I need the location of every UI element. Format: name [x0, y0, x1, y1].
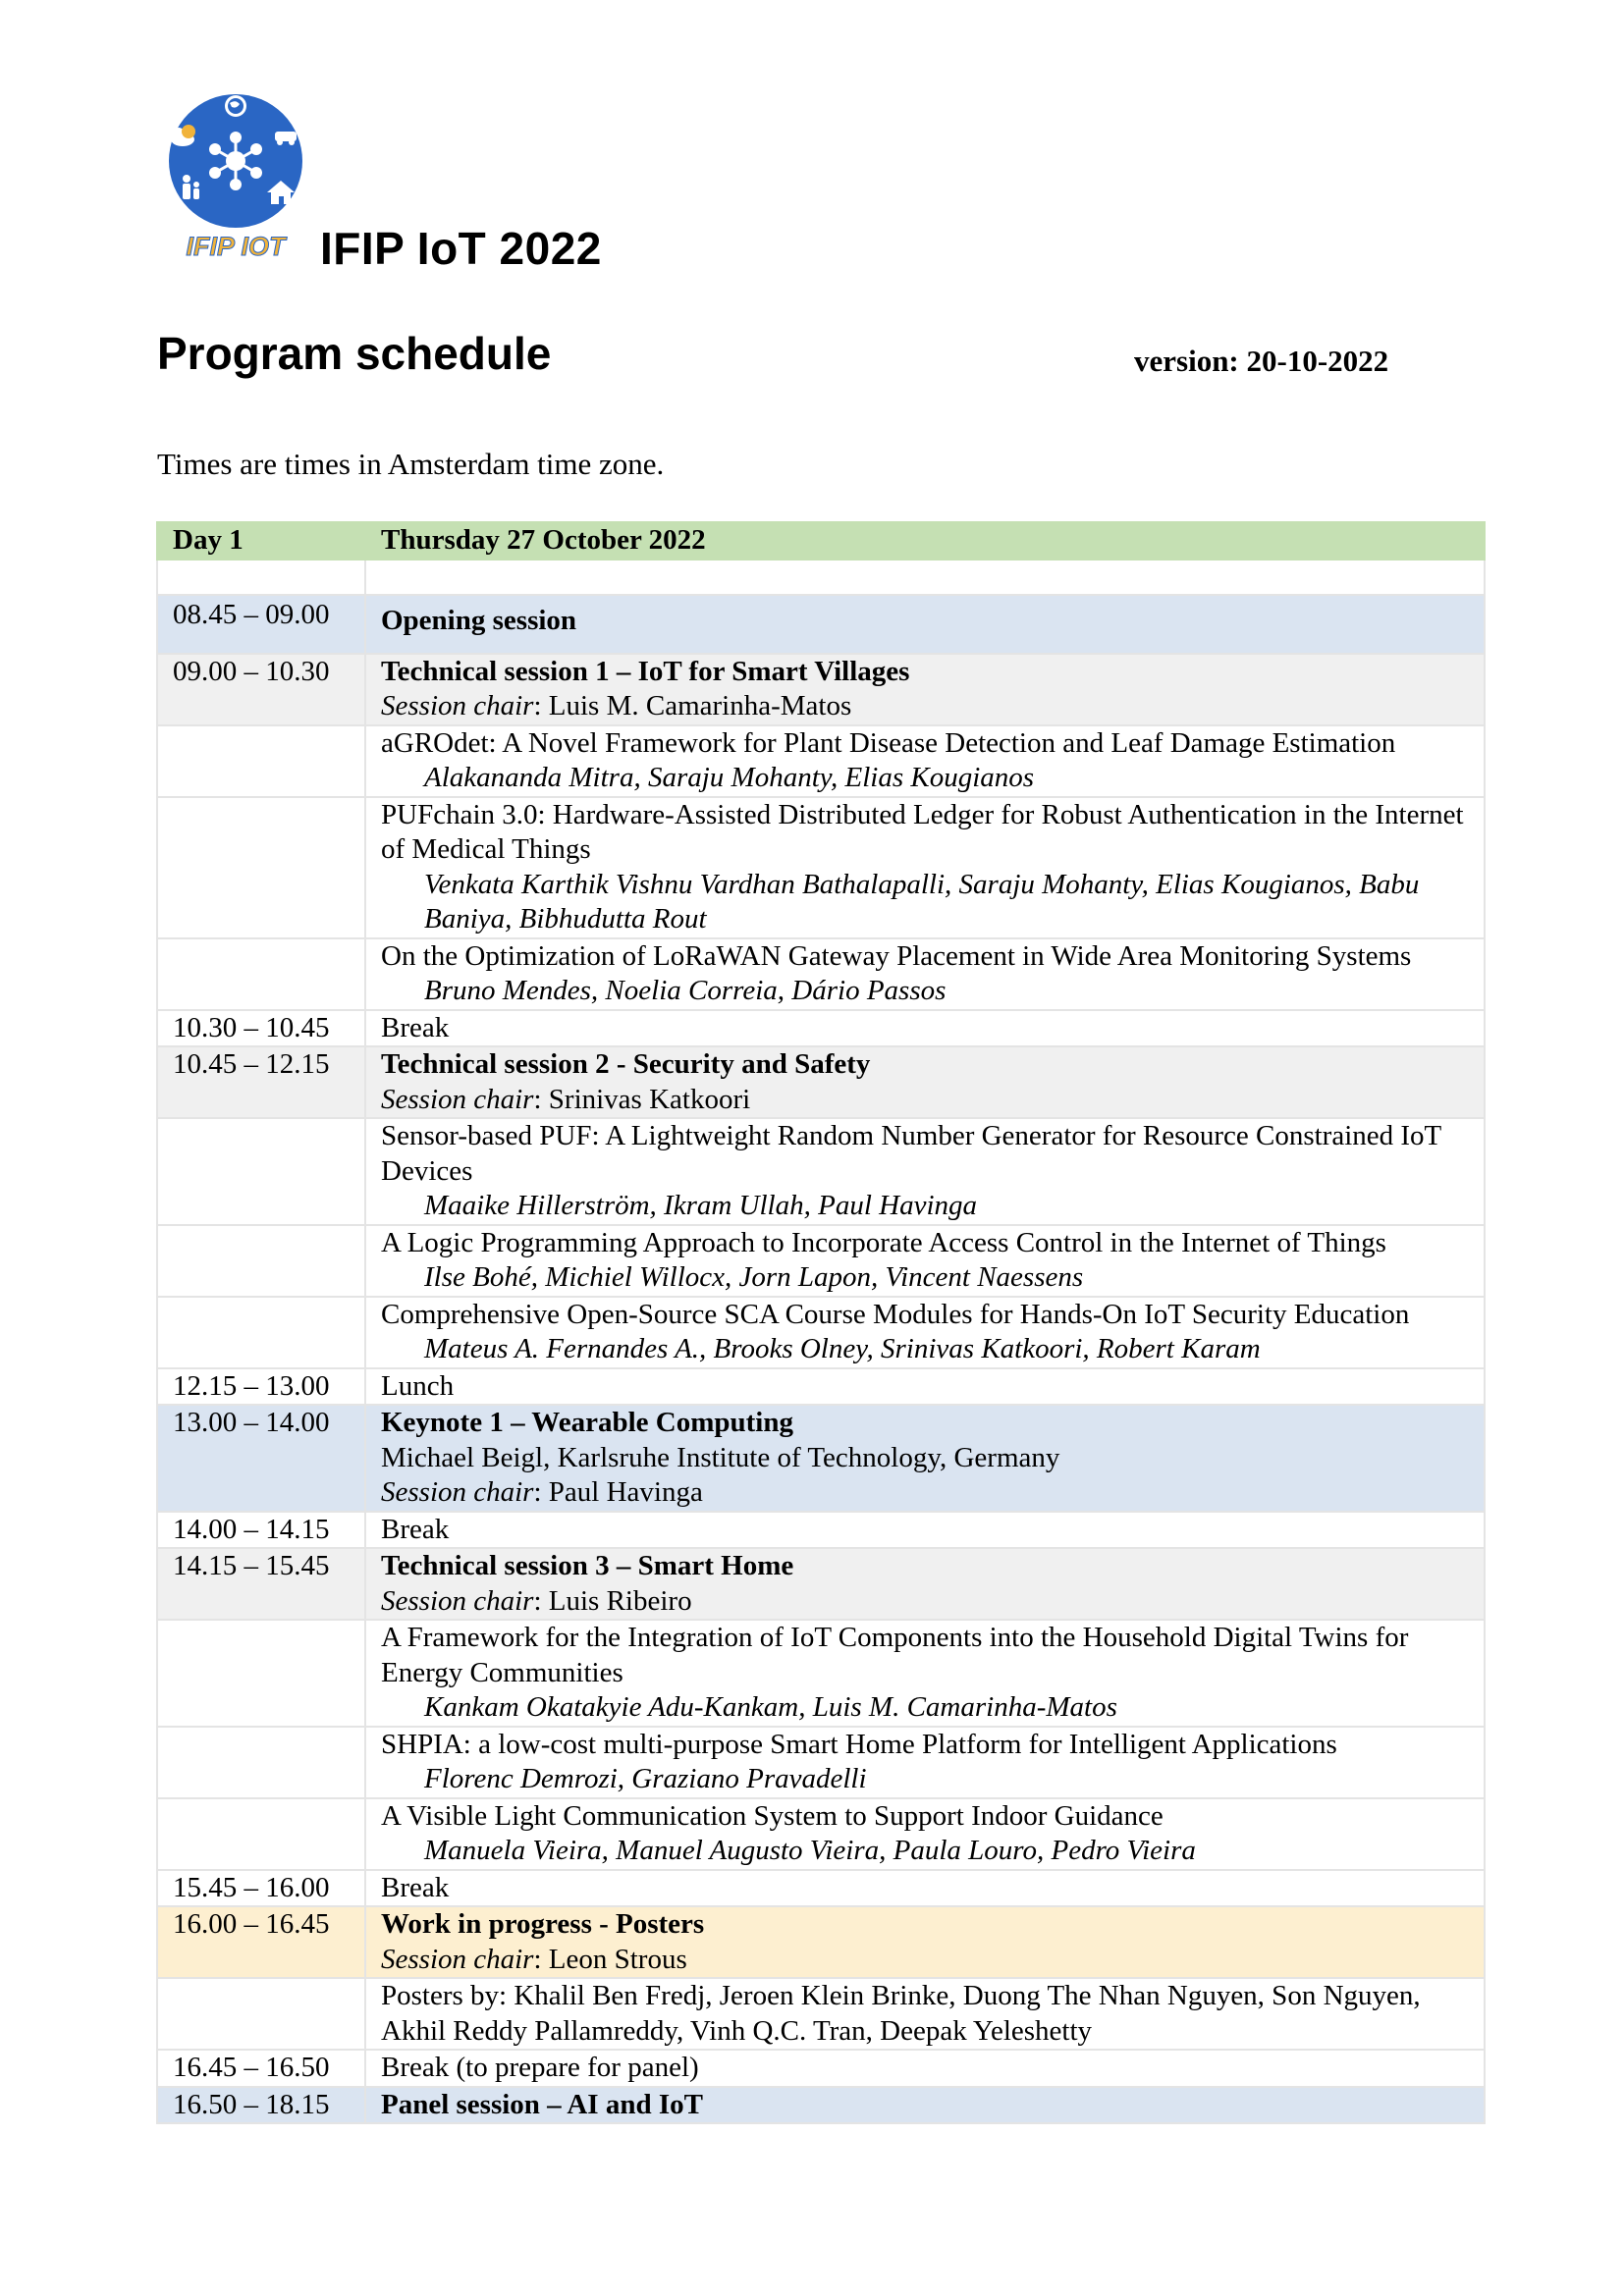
session-title: Opening session [381, 604, 577, 636]
time-cell: 16.00 – 16.45 [157, 1906, 365, 1978]
posters-list: Posters by: Khalil Ben Fredj, Jeroen Klein Brinke, Duong The Nhan Nguyen, Son Nguyen, Akhil Reddy Pallamreddy, Vinh Q.C. Tran, Deepak Yeleshetty [365, 1978, 1485, 2050]
time-cell: 13.00 – 14.00 [157, 1405, 365, 1512]
paper-authors: Florenc Demrozi, Graziano Pravadelli [424, 1763, 867, 1794]
paper-title: Sensor-based PUF: A Lightweight Random Number Generator for Resource Constrained IoT Devices [381, 1120, 1441, 1187]
chair-label: Session chair [381, 690, 534, 721]
session-title: Work in progress - Posters [381, 1908, 705, 1940]
session-title: Technical session 2 - Security and Safety [381, 1048, 871, 1080]
spacer-row [157, 560, 1485, 595]
paper-title: SHPIA: a low-cost multi-purpose Smart Home Platform for Intelligent Applications [381, 1728, 1337, 1760]
paper-title: A Framework for the Integration of IoT Components into the Household Digital Twins for Energy Communities [381, 1622, 1409, 1688]
chair-name: Srinivas Katkoori [548, 1083, 751, 1115]
time-cell: 12.15 – 13.00 [157, 1368, 365, 1406]
time-cell: 15.45 – 16.00 [157, 1870, 365, 1907]
time-cell: 10.30 – 10.45 [157, 1010, 365, 1047]
paper-row [157, 1978, 1485, 2050]
session-row: 14.15 – 15.45 Technical session 3 – Smart Home Session chair: Luis Ribeiro [157, 1548, 1485, 1620]
version-label: version: 20-10-2022 [1134, 344, 1389, 378]
break-text: Break (to prepare for panel) [365, 2050, 1485, 2087]
time-cell: 16.50 – 18.15 [157, 2087, 365, 2124]
break-text: Break [365, 1512, 1485, 1549]
paper-title: aGROdet: A Novel Framework for Plant Disease Detection and Leaf Damage Estimation [381, 726, 1396, 759]
paper-title: PUFchain 3.0: Hardware-Assisted Distributed Ledger for Robust Authentication in the Internet of Medical Things [381, 798, 1464, 865]
session-title: Technical session 1 – IoT for Smart Villages [381, 655, 910, 687]
chair-label: Session chair [381, 1584, 534, 1617]
chair-label: Session chair [381, 1943, 534, 1975]
time-cell: 08.45 – 09.00 [157, 595, 365, 654]
chair-name: Leon Strous [548, 1943, 687, 1975]
paper-row [157, 1620, 1485, 1727]
time-cell: 10.45 – 12.15 [157, 1046, 365, 1118]
time-cell: 16.45 – 16.50 [157, 2050, 365, 2087]
session-row: 16.00 – 16.45 Work in progress - Posters Session chair: Leon Strous [157, 1906, 1485, 1978]
day-header-row [157, 522, 1485, 560]
break-row [157, 1368, 1485, 1406]
break-text: Break [365, 1010, 1485, 1047]
break-text: Break [365, 1870, 1485, 1907]
paper-row [157, 1727, 1485, 1798]
paper-title: A Logic Programming Approach to Incorporate Access Control in the Internet of Things [381, 1226, 1386, 1258]
paper-authors: Alakananda Mitra, Saraju Mohanty, Elias Kougianos [424, 762, 1035, 793]
paper-row [157, 797, 1485, 938]
logo-text: IFIP IOT [186, 232, 286, 261]
session-title: Technical session 3 – Smart Home [381, 1550, 794, 1581]
paper-authors: Venkata Karthik Vishnu Vardhan Bathalapalli, Saraju Mohanty, Elias Kougianos, Babu Baniya, Bibhudutta Rout [424, 868, 1420, 934]
chair-name: Luis Ribeiro [548, 1584, 692, 1617]
session-row: 09.00 – 10.30 Technical session 1 – IoT for Smart Villages Session chair: Luis M. Camarinha-Matos [157, 654, 1485, 725]
paper-authors: Mateus A. Fernandes A., Brooks Olney, Srinivas Katkoori, Robert Karam [424, 1333, 1261, 1364]
chair-name: Paul Havinga [548, 1476, 703, 1508]
time-cell: 09.00 – 10.30 [157, 654, 365, 725]
break-row [157, 1870, 1485, 1907]
keynote-row: 13.00 – 14.00 Keynote 1 – Wearable Computing Michael Beigl, Karlsruhe Institute of Technology, Germany Session chair: Paul Havinga [157, 1405, 1485, 1512]
paper-row [157, 938, 1485, 1010]
session-title: Panel session – AI and IoT [381, 2088, 703, 2120]
schedule-table [156, 521, 1486, 2124]
session-row [157, 2087, 1485, 2124]
keynote-speaker: Michael Beigl, Karlsruhe Institute of Technology, Germany [381, 1441, 1060, 1473]
time-cell: 14.15 – 15.45 [157, 1548, 365, 1620]
paper-title: Comprehensive Open-Source SCA Course Modules for Hands-On IoT Security Education [381, 1298, 1410, 1330]
paper-row [157, 1118, 1485, 1225]
paper-row [157, 725, 1485, 797]
timezone-note: Times are times in Amsterdam time zone. [157, 447, 665, 481]
paper-authors: Bruno Mendes, Noelia Correia, Dário Passos [424, 975, 947, 1006]
paper-authors: Ilse Bohé, Michiel Willocx, Jorn Lapon, Vincent Naessens [424, 1261, 1084, 1293]
page-title: Program schedule [157, 328, 552, 379]
paper-title: On the Optimization of LoRaWAN Gateway Placement in Wide Area Monitoring Systems [381, 939, 1412, 972]
conference-title: IFIP IoT 2022 [320, 223, 602, 274]
paper-row [157, 1225, 1485, 1297]
session-row: 10.45 – 12.15 Technical session 2 - Security and Safety Session chair: Srinivas Katkoori [157, 1046, 1485, 1118]
day-date: Thursday 27 October 2022 [365, 522, 1485, 560]
day-label: Day 1 [157, 522, 365, 560]
break-row [157, 1010, 1485, 1047]
chair-label: Session chair [381, 1083, 534, 1115]
session-row [157, 595, 1485, 654]
ifip-iot-logo [165, 94, 306, 263]
time-cell: 14.00 – 14.15 [157, 1512, 365, 1549]
paper-row [157, 1798, 1485, 1870]
paper-row [157, 1297, 1485, 1368]
chair-name: Luis M. Camarinha-Matos [548, 690, 852, 721]
break-text: Lunch [365, 1368, 1485, 1406]
paper-title: A Visible Light Communication System to Support Indoor Guidance [381, 1799, 1164, 1832]
paper-authors: Manuela Vieira, Manuel Augusto Vieira, Paula Louro, Pedro Vieira [424, 1835, 1196, 1866]
paper-authors: Maaike Hillerström, Ikram Ullah, Paul Havinga [424, 1190, 978, 1221]
paper-authors: Kankam Okatakyie Adu-Kankam, Luis M. Camarinha-Matos [424, 1691, 1117, 1723]
session-title: Keynote 1 – Wearable Computing [381, 1407, 793, 1438]
chair-label: Session chair [381, 1476, 534, 1508]
break-row [157, 2050, 1485, 2087]
break-row [157, 1512, 1485, 1549]
